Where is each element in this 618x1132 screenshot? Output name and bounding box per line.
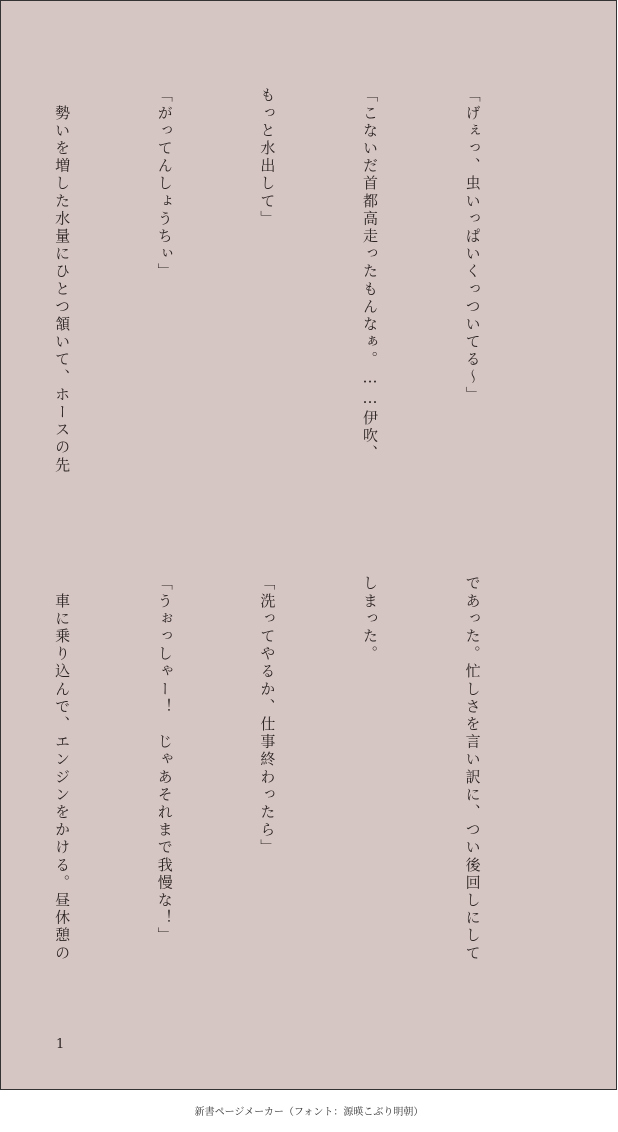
text-line: 勢いを増した水量にひとつ頷いて、ホースの先	[53, 87, 72, 475]
text-line: もっと水出して」	[258, 87, 277, 228]
text-line: 車に乗り込んで、エンジンをかける。昼休憩の	[53, 575, 72, 963]
text-line: 「がってんしょうちぃ」	[155, 87, 174, 281]
text-line: しまった。	[360, 575, 379, 663]
text-line: であった。忙しさを言い訳に、つい後回しにして	[463, 575, 482, 963]
page-number: 1	[56, 1037, 65, 1052]
footer-credit: 新書ページメーカー（フォント：源暎こぶり明朝）	[194, 1107, 424, 1118]
text-column-bottom	[38, 575, 558, 1015]
text-line: 「こないだ首都高走ったもんなぁ。……伊吹、	[360, 87, 379, 463]
text-line: 「洗ってやるか、仕事終わったら」	[258, 575, 277, 857]
text-line: 「げぇっ、虫いっぱいくっついてる〜」	[463, 87, 482, 404]
text-line: 「うぉっしゃー！ じゃあそれまで我慢な！」	[155, 575, 174, 945]
text-column-top	[38, 87, 558, 527]
